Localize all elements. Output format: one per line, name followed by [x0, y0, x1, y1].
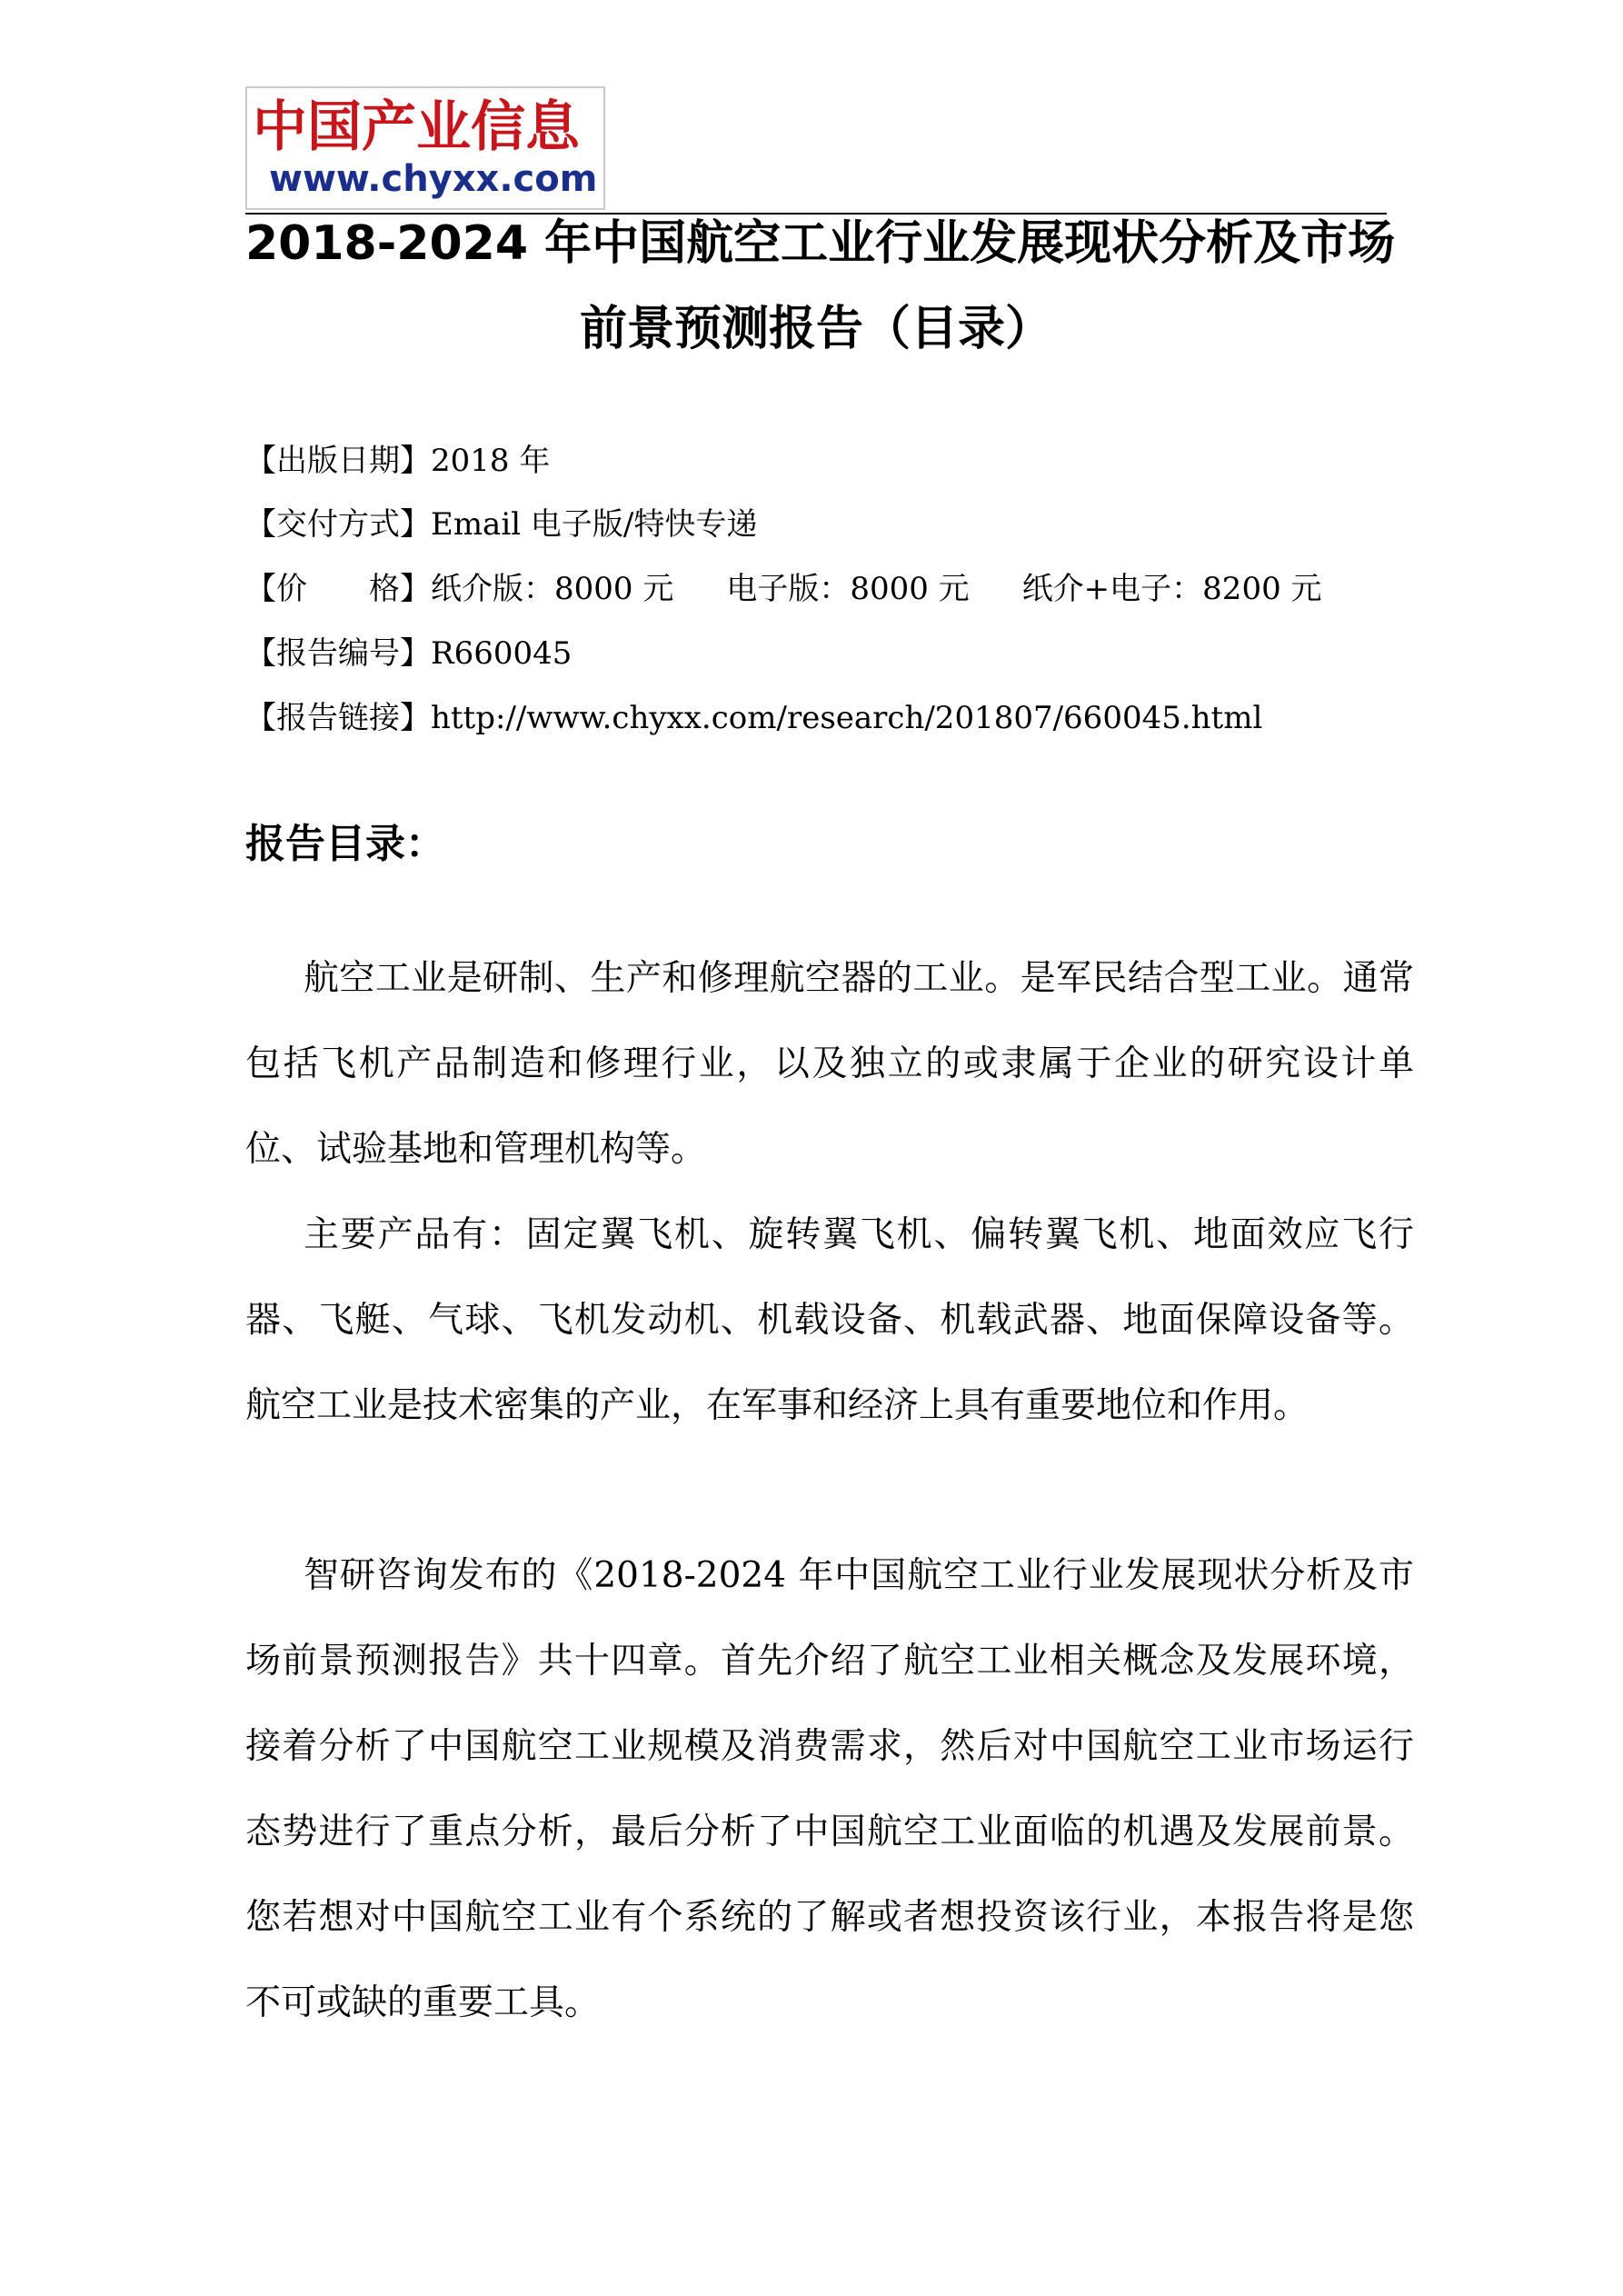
price-electronic: 电子版：8000 元: [726, 571, 970, 607]
paragraph-3: 智研咨询发布的《2018-2024 年中国航空工业行业发展现状分析及市场前景预测报告》共十四章。首先介绍了航空工业相关概念及发展环境，接着分析了中国航空工业规模及消费需求，然后对中国航空工业市场运行态势进行了重点分析，最后分析了中国航空工业面临的机遇及发展前景。您若想对中国航空工业有个系统的了解或者想投资该行业，本报告将是您不可或缺的重要工具。: [245, 1555, 1414, 2023]
meta-value: Email 电子版/特快专递: [431, 506, 758, 543]
meta-value: R660045: [431, 635, 573, 672]
report-title-line-1: 2018-2024 年中国航空工业行业发展现状分析及市场: [245, 216, 1396, 271]
meta-label: 【报告编号】: [245, 635, 431, 672]
report-title-line-2: 前景预测报告（目录）: [579, 302, 1052, 356]
paragraph-2: 主要产品有：固定翼飞机、旋转翼飞机、偏转翼飞机、地面效应飞行器、飞艇、气球、飞机发动机、机载设备、机载武器、地面保障设备等。航空工业是技术密集的产业，在军事和经济上具有重要地位和作用。: [245, 1214, 1414, 1426]
meta-report-link: [245, 700, 1262, 736]
meta-value: 2018 年: [431, 443, 551, 479]
section-heading: 报告目录：: [245, 821, 445, 867]
meta-label: 【交付方式】: [245, 506, 431, 543]
meta-price: [245, 571, 1322, 607]
report-link[interactable]: http://www.chyxx.com/research/201807/660045.html: [431, 700, 1263, 736]
meta-label: 【价 格】: [245, 571, 431, 607]
paragraph-1: 航空工业是研制、生产和修理航空器的工业。是军民结合型工业。通常包括飞机产品制造和修理行业，以及独立的或隶属于企业的研究设计单位、试验基地和管理机构等。: [245, 958, 1414, 1170]
meta-publish-date: [245, 443, 550, 479]
price-combined: 纸介+电子：8200 元: [1021, 571, 1322, 607]
meta-label: 【出版日期】: [245, 443, 431, 479]
chyxx-logo: [245, 86, 605, 210]
meta-report-number: [245, 635, 572, 672]
meta-delivery: [245, 506, 757, 543]
logo-url: www.chyxx.com: [269, 158, 598, 200]
price-paper: 纸介版：8000 元: [431, 571, 674, 607]
logo-name: 中国产业信息: [253, 95, 580, 159]
meta-label: 【报告链接】: [245, 700, 431, 736]
